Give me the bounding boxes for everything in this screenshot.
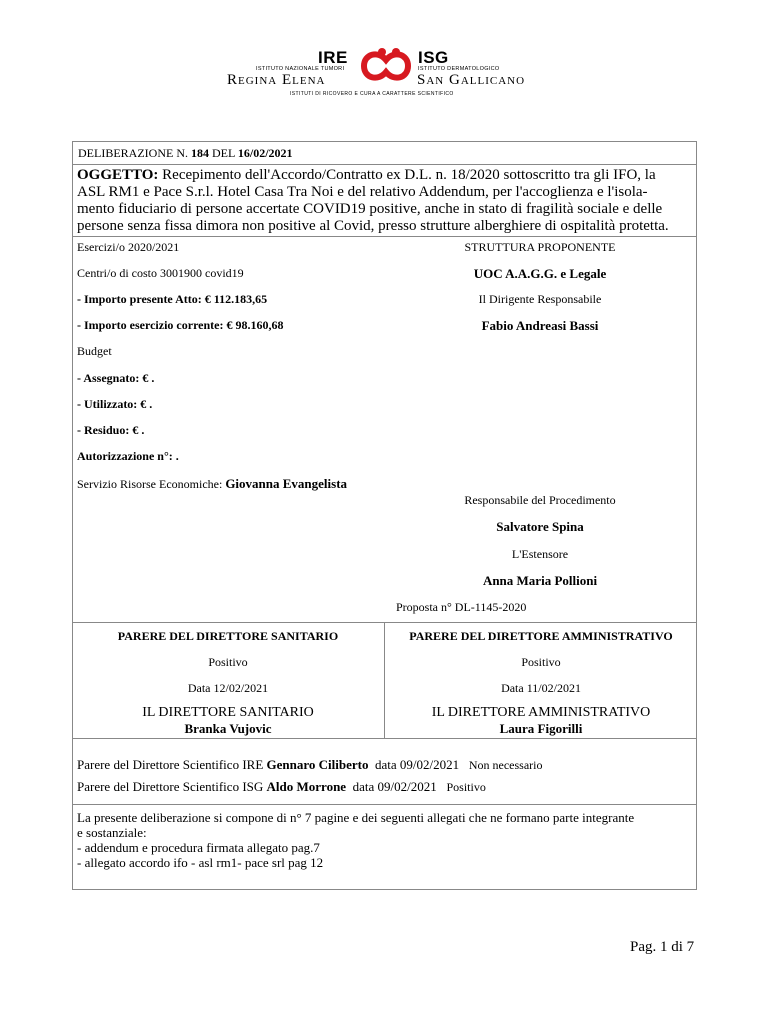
direttore-amministrativo-name: Laura Figorilli — [499, 721, 583, 736]
delibera-number: 184 — [190, 146, 209, 160]
oggetto-line: ASL RM1 e Pace S.r.l. Hotel Casa Tra Noi e del relativo Addendum, per l'accoglienza e l'isola- — [77, 184, 648, 200]
parere-ire-esito: Non necessario — [468, 758, 543, 772]
responsabile-label: Responsabile del Procedimento — [464, 493, 616, 507]
allegati-line: - allegato accordo ifo - asl rm1- pace srl pag 12 — [77, 855, 324, 870]
parere-amministrativo-title: PARERE DEL DIRETTORE AMMINISTRATIVO — [409, 629, 673, 643]
ire-acronym: IRE — [318, 48, 348, 67]
struttura-proponente: STRUTTURA PROPONENTE — [464, 240, 616, 254]
parere-sanitario-esito: Positivo — [208, 655, 248, 669]
estensore-name: Anna Maria Pollioni — [482, 573, 598, 588]
servizio-risorse: Servizio Risorse Economiche: Giovanna Evangelista — [77, 476, 348, 491]
isg-acronym: ISG — [418, 48, 449, 67]
divider — [72, 236, 697, 237]
budget-utilizzato: - Utilizzato: € . — [77, 397, 153, 411]
isg-subtitle: ISTITUTO DERMATOLOGICO — [418, 66, 500, 72]
isg-name: San Gallicano — [417, 72, 526, 88]
importo-atto: - Importo presente Atto: € 112.183,65 — [77, 292, 268, 306]
importo-esercizio: - Importo esercizio corrente: € 98.160,68 — [77, 318, 284, 332]
oggetto-line: Recepimento dell'Accordo/Contratto ex D.L. n. 18/2020 sottoscritto tra gli IFO, la — [162, 167, 656, 183]
budget-residuo: - Residuo: € . — [77, 423, 145, 437]
oggetto-line: persone senza fissa dimora non positive al Covid, presso strutture alberghiere di ospitalità protetta. — [77, 218, 669, 234]
direttore-amministrativo-role: IL DIRETTORE AMMINISTRATIVO — [431, 705, 651, 720]
delibera-date: 16/02/2021 — [237, 146, 293, 160]
parere-amministrativo-data: Data 11/02/2021 — [501, 681, 581, 695]
parere-scientifico-ire: Parere del Direttore Scientifico IRE Gennaro Ciliberto data 09/02/2021 Non necessario — [77, 757, 543, 772]
oggetto-line: mento fiduciario di persone accertate COVID19 positive, anche in stato di fragilità sociale e delle — [77, 201, 663, 217]
oggetto-block — [77, 167, 693, 235]
proposta-number: Proposta n° DL-1145-2020 — [396, 600, 527, 614]
allegati-line: e sostanziale: — [77, 825, 147, 840]
header-tagline: ISTITUTI DI RICOVERO E CURA A CARATTERE SCIENTIFICO — [290, 91, 454, 97]
allegati-line: La presente deliberazione si compone di n° 7 pagine e dei seguenti allegati che ne formano parte integrante — [77, 810, 635, 825]
parere-scientifico-isg: Parere del Direttore Scientifico ISG Aldo Morrone data 09/02/2021 Positivo — [77, 779, 486, 794]
divider — [72, 738, 697, 739]
direttore-scientifico-ire: Gennaro Ciliberto — [266, 757, 369, 772]
dirigente-name: Fabio Andreasi Bassi — [481, 318, 599, 333]
oggetto-label: OGGETTO: — [77, 167, 159, 183]
uoc-name: UOC A.A.G.G. e Legale — [473, 266, 607, 281]
direttore-sanitario-role: IL DIRETTORE SANITARIO — [142, 705, 314, 720]
estensore-label: L'Estensore — [511, 547, 569, 561]
ire-name: Regina Elena — [227, 72, 326, 88]
ifo-logo-icon — [360, 46, 412, 86]
direttore-scientifico-isg: Aldo Morrone — [266, 779, 347, 794]
direttore-sanitario-name: Branka Vujovic — [184, 721, 272, 736]
divider — [72, 804, 697, 805]
divider — [72, 164, 697, 165]
responsabile-name: Salvatore Spina — [496, 519, 584, 534]
servizio-responsabile: Giovanna Evangelista — [225, 476, 348, 491]
allegati-block — [77, 810, 634, 870]
parere-sanitario-data: Data 12/02/2021 — [187, 681, 269, 695]
dirigente-label: Il Dirigente Responsabile — [478, 292, 602, 306]
delibera-heading: DELIBERAZIONE N. 184 DEL 16/02/2021 — [78, 146, 293, 160]
header-logo — [222, 44, 552, 100]
esercizio: Esercizi/o 2020/2021 — [77, 240, 180, 254]
allegati-line: - addendum e procedura firmata allegato pag.7 — [77, 840, 320, 855]
budget-assegnato: - Assegnato: € . — [77, 371, 155, 385]
parere-sanitario-title: PARERE DEL DIRETTORE SANITARIO — [117, 629, 339, 643]
parere-isg-esito: Positivo — [446, 780, 486, 794]
centro-costo: Centri/o di costo 3001900 covid19 — [77, 266, 244, 280]
parere-amministrativo-esito: Positivo — [521, 655, 561, 669]
page-number: Pag. 1 di 7 — [630, 939, 695, 955]
autorizzazione: Autorizzazione n°: . — [77, 449, 179, 463]
ire-subtitle: ISTITUTO NAZIONALE TUMORI — [256, 66, 345, 72]
budget-label: Budget — [77, 344, 112, 358]
